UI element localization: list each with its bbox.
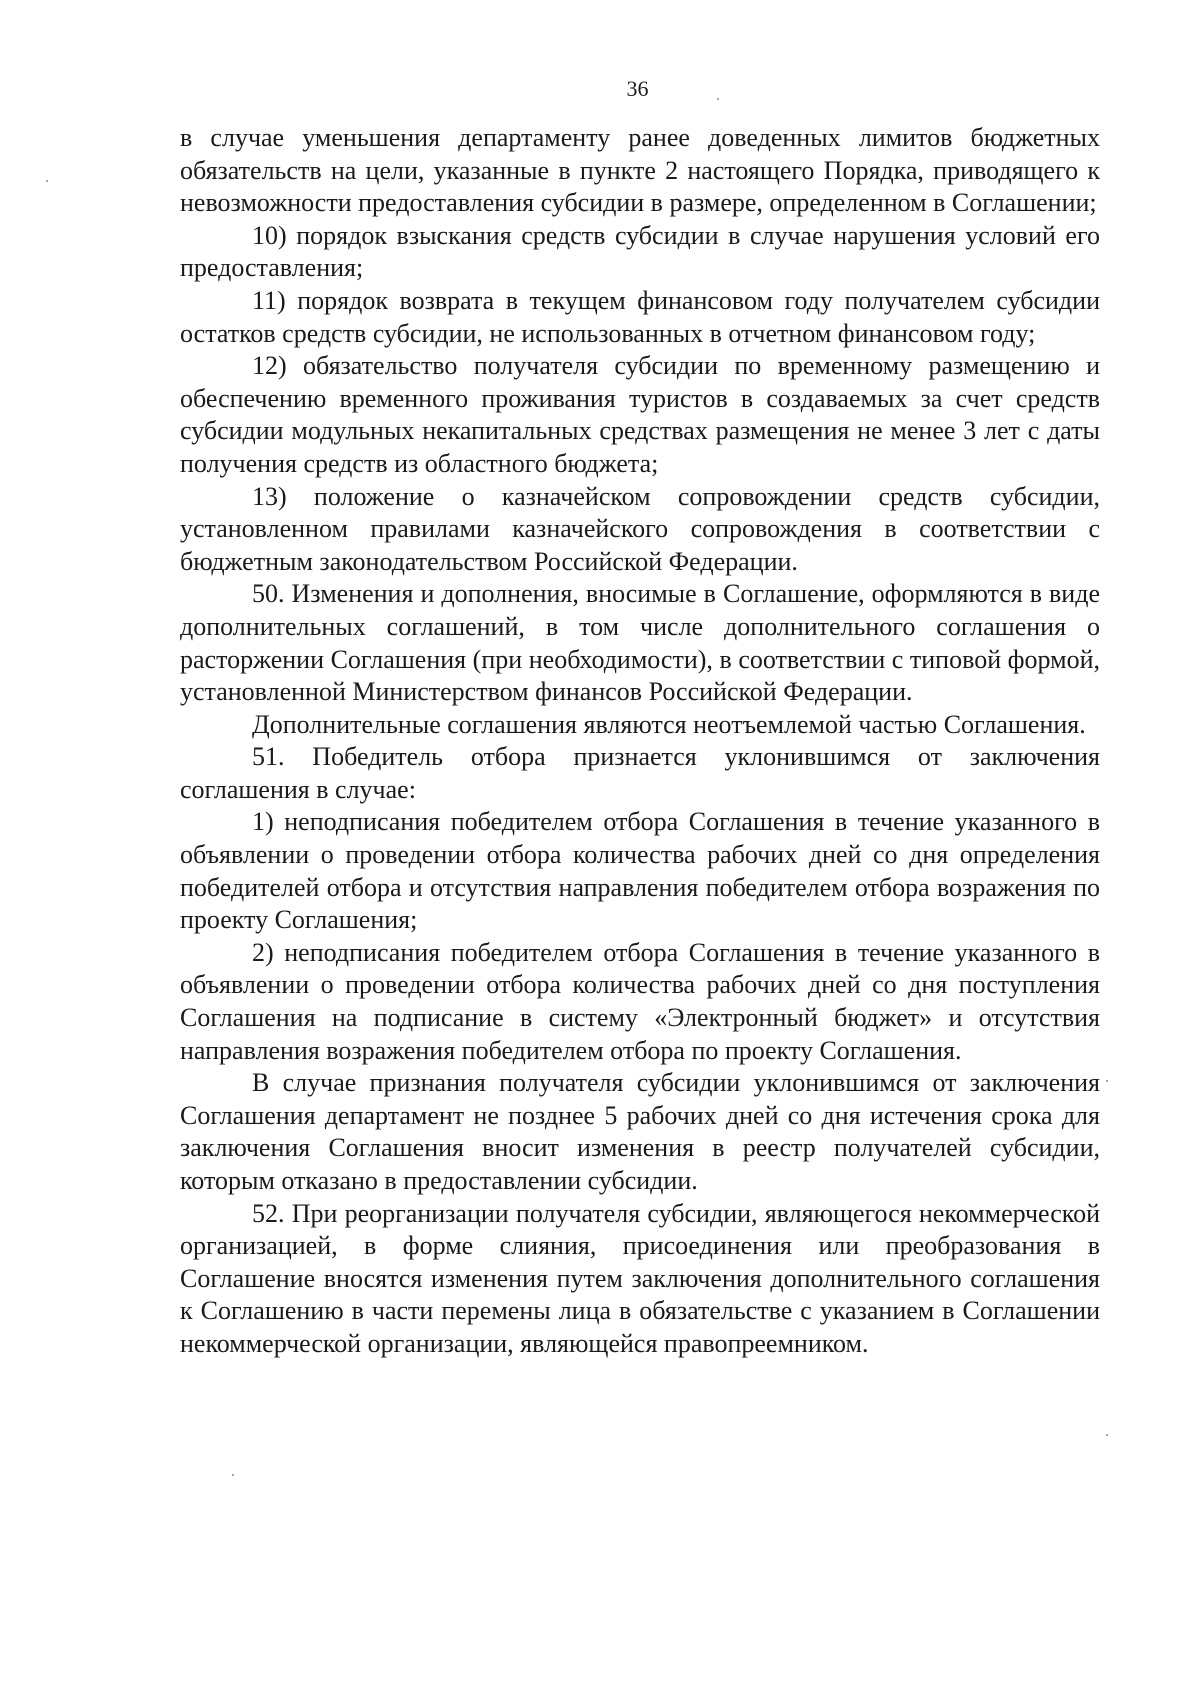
document-body <box>180 122 1100 1361</box>
paragraph-section-51-item-1: 1) неподписания победителем отбора Соглашения в течение указанного в объявлении о проведении отбора количества рабочих дней со дня определения победителей отбора и отсутствия направления победителем отбора возражения по проекту Соглашения; <box>180 807 1100 935</box>
paragraph-item-10: 10) порядок взыскания средств субсидии в случае нарушения условий его предоставления; <box>180 220 1100 283</box>
paragraph-section-51: 51. Победитель отбора признается уклонившимся от заключения соглашения в случае: <box>180 742 1100 804</box>
paragraph-section-52: 52. При реорганизации получателя субсидии, являющегося некоммерческой организацией, в форме слияния, присоединения или преобразования в Соглашение вносятся изменения путем заключения дополнительного соглашения к Соглашению в части перемены лица в обязательстве с указанием в Соглашении некоммерческой организации, являющейся правопреемником. <box>180 1198 1100 1358</box>
scan-speck <box>717 98 719 100</box>
paragraph-budget-limits: в случае уменьшения департаменту ранее доведенных лимитов бюджетных обязательств на цели, указанные в пункте 2 настоящего Порядка, приводящего к невозможности предоставления субсидии в размере, определенном в Соглашении; <box>180 123 1100 218</box>
paragraph-item-13: 13) положение о казначейском сопровождении средств субсидии, установленном правилами казначейского сопровождения в соответствии с бюджетным законодательством Российской Федерации. <box>180 481 1100 576</box>
paragraph-additional-agreements: Дополнительные соглашения являются неотъемлемой частью Соглашения. <box>252 709 1086 739</box>
scan-speck <box>1106 1434 1108 1436</box>
paragraph-evasion-consequence: В случае признания получателя субсидии уклонившимся от заключения Соглашения департамент не позднее 5 рабочих дней со дня истечения срока для заключения Соглашения вносит изменения в реестр получателей субсидии, которым отказано в предоставлении субсидии. <box>180 1068 1100 1195</box>
paragraph-section-50: 50. Изменения и дополнения, вносимые в Соглашение, оформляются в виде дополнительных соглашений, в том числе дополнительного соглашения о расторжении Соглашения (при необходимости), в соответствии с типовой формой, установленной Министерством финансов Российской Федерации. <box>180 579 1100 707</box>
scan-speck <box>1106 1080 1108 1082</box>
scan-speck <box>46 180 48 182</box>
page-number: 36 <box>626 76 649 101</box>
paragraph-item-12: 12) обязательство получателя субсидии по временному размещению и обеспечению временного проживания туристов в создаваемых за счет средств субсидии модульных некапитальных средствах размещения не менее 3 лет с даты получения средств из областного бюджета; <box>180 351 1100 478</box>
scan-speck <box>232 1474 234 1476</box>
paragraph-item-11: 11) порядок возврата в текущем финансовом году получателем субсидии остатков средств субсидии, не использованных в отчетном финансовом году; <box>180 285 1100 348</box>
paragraph-section-51-item-2: 2) неподписания победителем отбора Соглашения в течение указанного в объявлении о проведении отбора количества рабочих дней со дня поступления Соглашения на подписание в систему «Электронный бюджет» и отсутствия направления возражения победителем отбора по проекту Соглашения. <box>180 937 1100 1065</box>
